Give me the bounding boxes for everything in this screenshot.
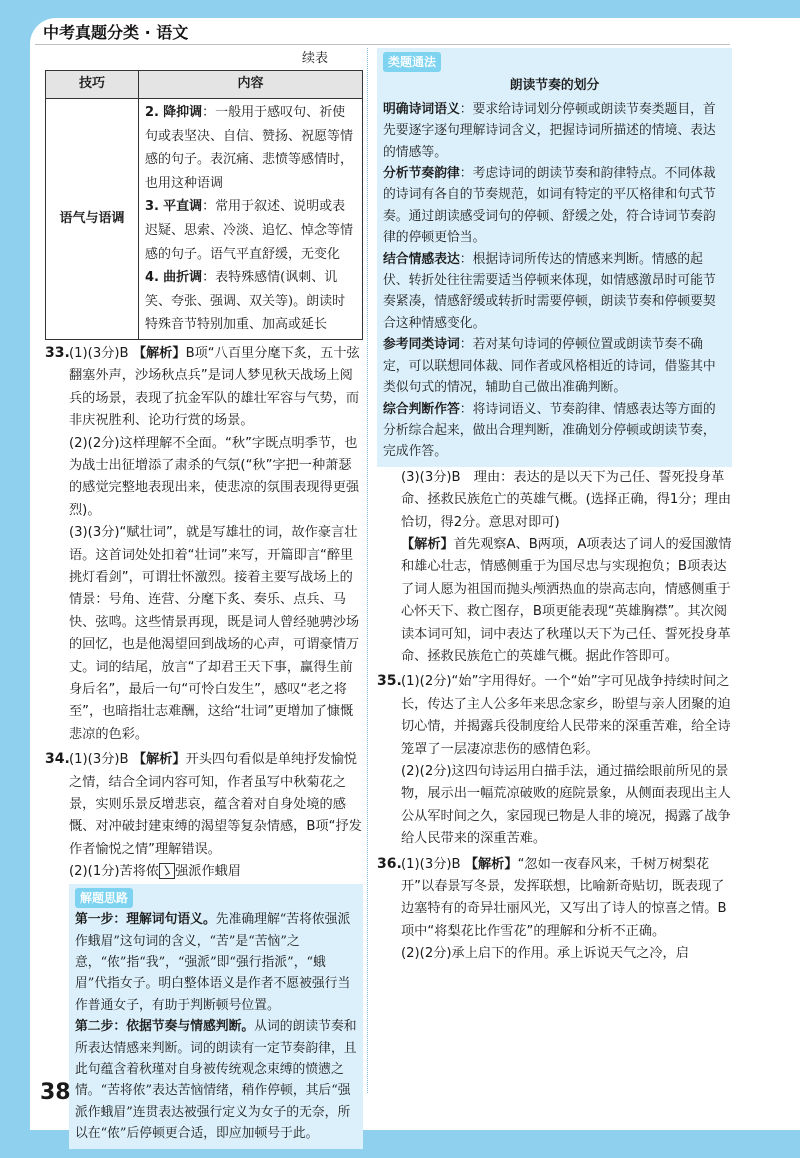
- method-box: [377, 48, 732, 467]
- answer-paragraph: (2)(2分)这四句诗运用白描手法，通过描绘眼前所见的景物，展示出一幅荒凉破败的庭院景象，从侧面表现出主人公从军时间之久，家园现已物是人非的境况，揭露了战争给人民带来的深重苦难。: [401, 764, 731, 847]
- page-number: 38: [40, 1080, 71, 1105]
- method-title: 朗读节奏的划分: [509, 78, 600, 94]
- column-divider: [367, 48, 368, 1093]
- answer-text: (1)(2分)“始”字用得好。一个“始”字可见战争持续时间之长，传达了主人公多年来思念家乡，盼望与亲人团聚的迫切心情，并揭露兵役制度给人民带来的深重苦难，给全诗笼罩了一层凄凉悲伤的感情色彩。: [401, 674, 731, 757]
- pause-mark-icon: [159, 863, 175, 879]
- item-num: 2.: [145, 105, 159, 120]
- table-items: [139, 99, 363, 340]
- question-number: 34.: [45, 751, 70, 768]
- answer-paragraph: (3)(3分)“赋壮词”，就是写雄壮的词，故作豪言壮语。这首词处处扣着“壮词”来写，开篇即言“醉里挑灯看剑”，可谓壮怀激烈。接着主要写战场上的情景：号角、连营、分麾下炙、奏乐、点兵、马快、弦鸣。这些情景再现，既是词人曾经驰骋沙场的回忆，也是他渴望回到战场的心声，可谓豪情万丈。词的结尾，放言“了却君王天下事，赢得生前身后名”，最后一句“可怜白发生”，感叹“老之将至”，也暗指壮志难酬，这给“壮词”更增加了慷慨悲凉的色彩。: [69, 525, 360, 742]
- continued-label: 续表: [301, 51, 328, 66]
- header-rule: [35, 44, 730, 45]
- page-header-title: 中考真题分类 · 语文: [43, 23, 189, 42]
- item-num: 3.: [145, 199, 159, 215]
- method-text: ：若对某句诗词的停顿位置或朗读节奏不确定，可以联想同体裁、同作者或风格相近的诗词，借鉴其中类似句式的情况，辅助自己做出准确判断。: [383, 337, 716, 396]
- item-num: 4.: [145, 270, 159, 286]
- method-tag: 类题通法: [383, 52, 441, 72]
- answer-head: (1)(3分)B: [69, 345, 129, 361]
- method-item: [383, 249, 726, 335]
- question-34: [45, 748, 363, 1148]
- method-head: 综合判断作答: [383, 401, 460, 417]
- analysis-tag: 【解析】: [464, 856, 518, 872]
- item-text: ：常用于叙述、说明或表迟疑、思索、冷淡、追忆、悼念等情感的句子。语气平直舒缓，无变化: [145, 199, 354, 262]
- answer-part: (2)(1分)苦将侬: [69, 864, 160, 880]
- method-text: ：将诗词语义、节奏韵律、情感表达等方面的分析综合起来，做出合理判断，准确划分停顿或朗读节奏，完成作答。: [383, 401, 716, 460]
- step-head: 第一步：理解词句语义。: [75, 912, 216, 928]
- analysis-tag: 【解析】: [401, 536, 454, 552]
- method-text: ：考虑诗词的朗读节奏和韵律特点。不同体裁的诗词有各自的节奏规范，如词有特定的平仄格律和句式节奏。通过朗读感受词句的停顿、舒缓之处，符合诗词节奏韵律的停顿更恰当。: [383, 166, 716, 246]
- table-item: [145, 266, 356, 337]
- answer-paragraph: (3)(3分)B 理由：表达的是以天下为己任、誓死投身革命、拯救民族危亡的英雄气概。(选择正确，得1分；理由恰切，得2分。意思对即可): [401, 469, 732, 530]
- question-35: [377, 670, 732, 850]
- method-text: ：根据诗词所传达的情感来判断。情感的起伏、转折处往往需要适当停顿来体现，如情感激昂时可能节奏紧凑，情感舒缓或转折时需要停顿，朗读节奏和停顿要契合这种情感变化。: [383, 251, 716, 331]
- answer-text: “忽如一夜春风来，千树万树梨花开”以春景写冬景，发挥联想，比喻新奇贴切，既表现了边塞特有的奇异壮丽风光，又写出了诗人的惊喜之情。B项中“将梨花比作雪花”的理解和分析不正确。: [401, 856, 727, 939]
- left-column: [45, 48, 363, 1149]
- question-number: 36.: [377, 855, 402, 872]
- step-head: 第二步：依据节奏与情感判断。: [75, 1019, 255, 1035]
- question-36: [377, 853, 732, 966]
- table-header-technique: 技巧: [46, 71, 139, 99]
- solution-box: [69, 884, 363, 1149]
- step-text: 先准确理解“苦将侬强派作蛾眉”这句词的含义，“苦”是“苦恼”之意，“侬”指“我”，“强派”即“强行指派”，“蛾眉”代指女子。明白整体语义是作者不愿被强行当作普通女子，有助于判断顿号位置。: [75, 912, 351, 1013]
- method-item: [383, 99, 726, 163]
- answer-paragraph: (2)(2分)这样理解不全面。“秋”字既点明季节，也为战士出征增添了肃杀的气氛(“秋”字把一种萧瑟的感觉完整地表现出来，使悲凉的氛围表现得更强烈)。: [69, 435, 360, 518]
- answer-text: 开头四句看似是单纯抒发愉悦之情，结合全词内容可知，作者虽写中秋菊花之景，实则乐景反增悲哀，蕴含着对自身处境的感慨、对冲破封建束缚的渴望等复杂情感，B项“抒发作者愉悦之情”理解错误。: [69, 752, 362, 857]
- method-item: [383, 334, 726, 398]
- method-item: [383, 399, 726, 463]
- answer-part: 强派作蛾眉: [175, 864, 242, 880]
- method-head: 分析节奏韵律: [383, 166, 460, 182]
- analysis-tag: 【解析】: [132, 752, 186, 768]
- item-name: 曲折调: [163, 270, 203, 286]
- analysis-tag: 【解析】: [132, 345, 186, 361]
- method-head: 明确诗词语义: [383, 101, 460, 117]
- question-34-part3: [377, 467, 732, 669]
- technique-table: [45, 70, 363, 340]
- table-item: [145, 195, 356, 266]
- method-head: 参考同类诗词: [383, 337, 460, 353]
- question-number: 33.: [45, 344, 70, 361]
- answer-text: B项“八百里分麾下炙，五十弦翻塞外声，沙场秋点兵”是词人梦见秋天战场上阅兵的场景，表现了抗金军队的雄壮军容与气势，而非庆祝胜利、论功行赏的场景。: [69, 345, 360, 429]
- question-33: [45, 342, 363, 746]
- item-name: 降抑调: [163, 105, 203, 120]
- item-text: ：一般用于感叹句、祈使句或表坚决、自信、赞扬、祝愿等情感的句子。表沉痛、悲愤等感情时，也用这种语调: [145, 105, 354, 191]
- question-number: 35.: [377, 673, 402, 690]
- method-head: 结合情感表达: [383, 251, 460, 267]
- answer-text: 首先观察A、B两项，A项表达了词人的爱国激情和雄心壮志，情感侧重于为国尽忠与实现抱负；B项表达了词人愿为祖国而抛头颅洒热血的崇高志向，情感侧重于心怀天下、救亡图存，B项更能表现“英雄胸襟”。其次阅读本词可知，词中表达了秋瑾以天下为己任、誓死投身革命、拯救民族危亡的英雄气概。据此作答即可。: [401, 536, 732, 664]
- answer-paragraph: (2)(2分)承上启下的作用。承上诉说天气之冷，启: [401, 946, 689, 962]
- right-column: [377, 48, 732, 966]
- method-text: ：要求给诗词划分停顿或朗读节奏类题目，首先要逐字逐句理解诗词含义，把握诗词所描述的情境、表达的情感等。: [383, 101, 716, 160]
- item-text: ：表特殊感情(讽刺、讥笑、夸张、强调、双关等)。朗读时特殊音节特别加重、加高或延长: [145, 270, 346, 333]
- item-name: 平直调: [163, 199, 203, 215]
- step-text: 从词的朗读节奏和所表达情感来判断。词的朗读有一定节奏韵律，且此句蕴含着秋瑾对自身被传统观念束缚的愤懑之情。“苦将侬”表达苦恼情绪，稍作停顿，其后“强派作蛾眉”连贯表达被强行定义为女子的无奈，所以在“侬”后停顿更合适，即应加顿号于此。: [75, 1019, 357, 1142]
- table-header-content: 内容: [139, 71, 363, 99]
- answer-paragraph: [69, 861, 363, 883]
- solution-tag: 解题思路: [75, 888, 133, 908]
- method-item: [383, 163, 726, 249]
- answer-head: (1)(3分)B: [401, 856, 461, 872]
- table-item: [145, 101, 356, 195]
- answer-head: (1)(3分)B: [69, 752, 129, 768]
- table-category: 语气与语调: [46, 99, 139, 340]
